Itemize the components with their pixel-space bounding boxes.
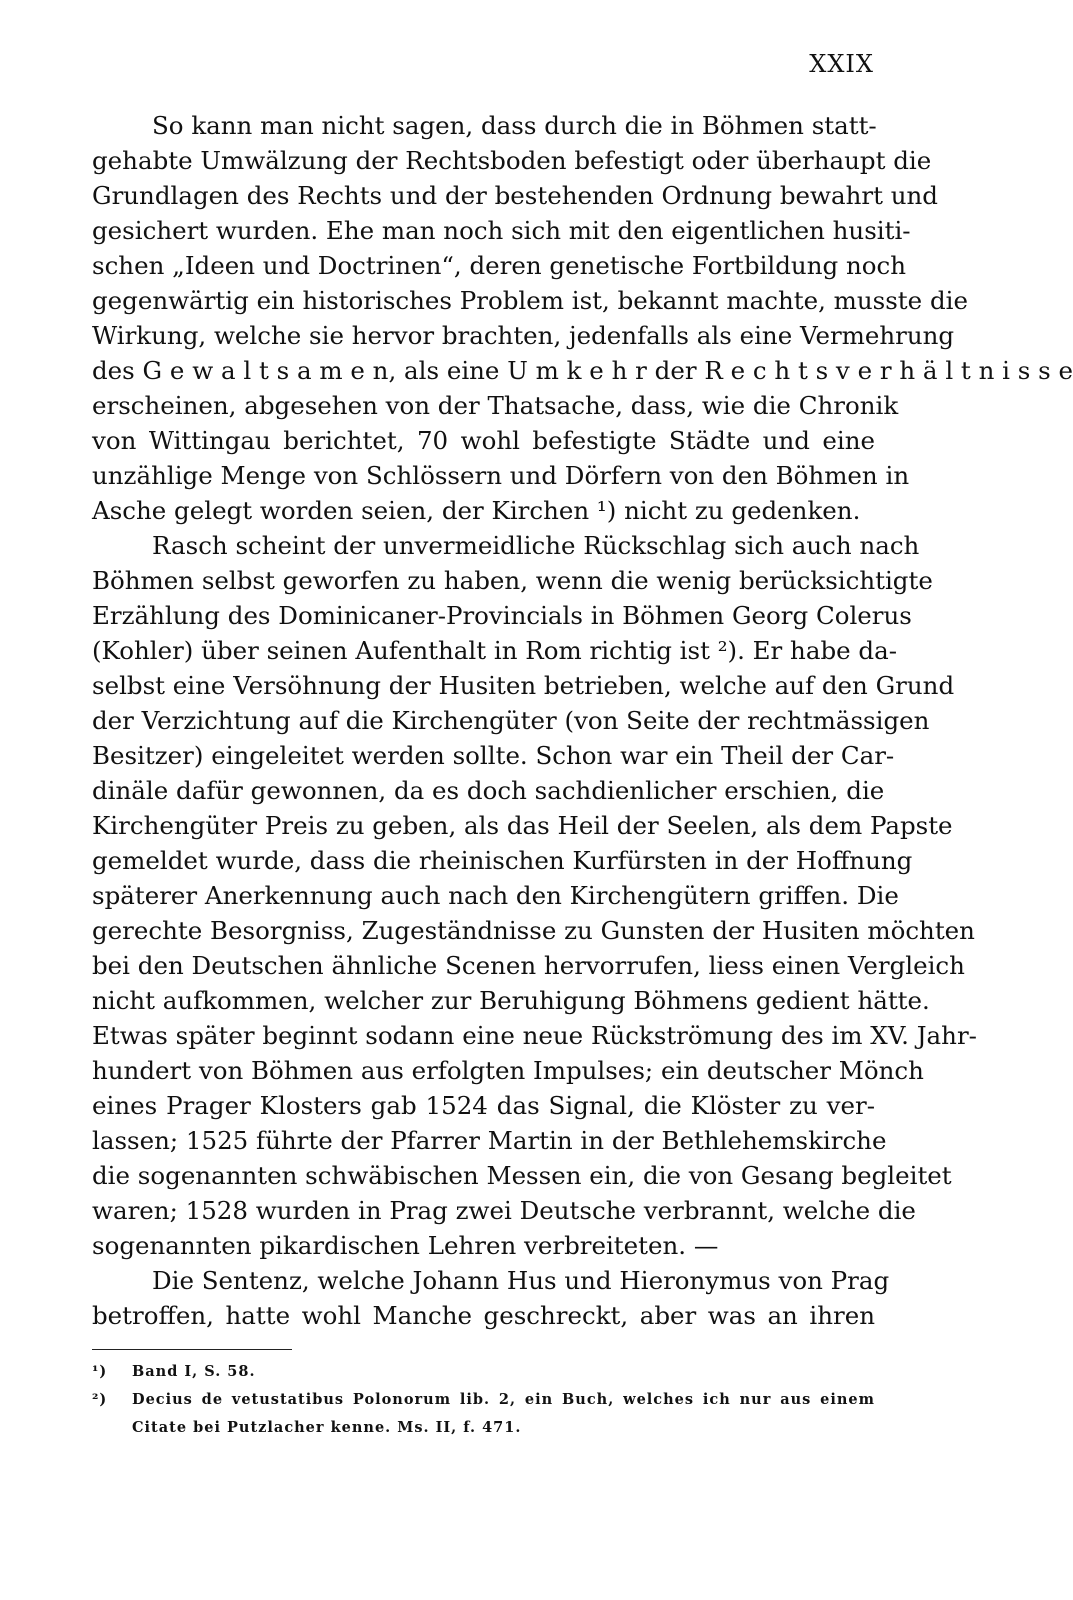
footnote-text: Decius de vetustatibus Polonorum lib. 2, ein Buch, welches ich nur aus einem: [132, 1391, 875, 1408]
text-line: Etwas später beginnt sodann eine neue Rückströmung des im XV. Jahr-: [92, 1021, 977, 1050]
footnotes: [92, 1358, 875, 1442]
text-line: Böhmen selbst geworfen zu haben, wenn die wenig berücksichtigte: [92, 566, 933, 595]
text-line: waren; 1528 wurden in Prag zwei Deutsche verbrannt, welche die: [92, 1196, 916, 1225]
text-line: gerechte Besorgniss, Zugeständnisse zu Gunsten der Husiten möchten: [92, 916, 975, 945]
text-line: Wirkung, welche sie hervor brachten, jedenfalls als eine Vermehrung: [92, 321, 955, 350]
body-text: [92, 108, 1073, 1333]
text-line: Grundlagen des Rechts und der bestehenden Ordnung bewahrt und: [92, 181, 938, 210]
text-line: erscheinen, abgesehen von der Thatsache, dass, wie die Chronik: [92, 391, 899, 420]
text-line: bei den Deutschen ähnliche Scenen hervorrufen, liess einen Vergleich: [92, 951, 965, 980]
page-number: XXIX: [809, 50, 874, 78]
text-line: Besitzer) eingeleitet werden sollte. Schon war ein Theil der Car-: [92, 741, 895, 770]
text-line: Asche gelegt worden seien, der Kirchen ¹) nicht zu gedenken.: [92, 496, 861, 525]
text-line: gehabte Umwälzung der Rechtsboden befestigt oder überhaupt die: [92, 146, 932, 175]
text-line: lassen; 1525 führte der Pfarrer Martin in der Bethlehemskirche: [92, 1126, 887, 1155]
text-line: gegenwärtig ein historisches Problem ist, bekannt machte, musste die: [92, 286, 968, 315]
text-line: So kann man nicht sagen, dass durch die in Böhmen statt-: [152, 111, 877, 140]
text-line: eines Prager Klosters gab 1524 das Signal, die Klöster zu ver-: [92, 1091, 875, 1120]
footnote: [92, 1386, 875, 1414]
text-line: betroffen, hatte wohl Manche geschreckt, aber was an ihren: [92, 1301, 875, 1330]
text-line: dinäle dafür gewonnen, da es doch sachdienlicher erschien, die: [92, 776, 885, 805]
text-line: Erzählung des Dominicaner-Provincials in Böhmen Georg Colerus: [92, 601, 912, 630]
text-line: die sogenannten schwäbischen Messen ein, die von Gesang begleitet: [92, 1161, 952, 1190]
text-line: von Wittingau berichtet, 70 wohl befestigte Städte und eine: [92, 426, 875, 455]
text-line: sogenannten pikardischen Lehren verbreiteten. —: [92, 1231, 719, 1260]
footnote-marker: ¹): [92, 1363, 108, 1380]
text-line: nicht aufkommen, welcher zur Beruhigung Böhmens gedient hätte.: [92, 986, 930, 1015]
footnote: [92, 1358, 875, 1386]
text-line: selbst eine Versöhnung der Husiten betrieben, welche auf den Grund: [92, 671, 955, 700]
text-line: Kirchengüter Preis zu geben, als das Heil der Seelen, als dem Papste: [92, 811, 953, 840]
text-line: gemeldet wurde, dass die rheinischen Kurfürsten in der Hoffnung: [92, 846, 913, 875]
text-line: hundert von Böhmen aus erfolgten Impulses; ein deutscher Mönch: [92, 1056, 924, 1085]
text-line: (Kohler) über seinen Aufenthalt in Rom richtig ist ²). Er habe da-: [92, 636, 897, 665]
text-line: gesichert wurden. Ehe man noch sich mit den eigentlichen husiti-: [92, 216, 911, 245]
text-line: Die Sentenz, welche Johann Hus und Hieronymus von Prag: [152, 1266, 890, 1295]
footnote-text: Band I, S. 58.: [132, 1363, 256, 1380]
text-line: der Verzichtung auf die Kirchengüter (von Seite der rechtmässigen: [92, 706, 930, 735]
footnote-divider: [92, 1349, 292, 1350]
text-line: des G e w a l t s a m e n, als eine U m k e h r der R e c h t s v e r h ä l t n i s s e: [92, 356, 1073, 385]
text-line: unzählige Menge von Schlössern und Dörfern von den Böhmen in: [92, 461, 910, 490]
text-line: späterer Anerkennung auch nach den Kirchengütern griffen. Die: [92, 881, 899, 910]
text-line: Rasch scheint der unvermeidliche Rückschlag sich auch nach: [152, 531, 920, 560]
text-line: schen „Ideen und Doctrinen“, deren genetische Fortbildung noch: [92, 251, 906, 280]
footnote-marker: ²): [92, 1391, 108, 1408]
footnote-continuation: Citate bei Putzlacher kenne. Ms. II, f. 471.: [132, 1419, 522, 1436]
